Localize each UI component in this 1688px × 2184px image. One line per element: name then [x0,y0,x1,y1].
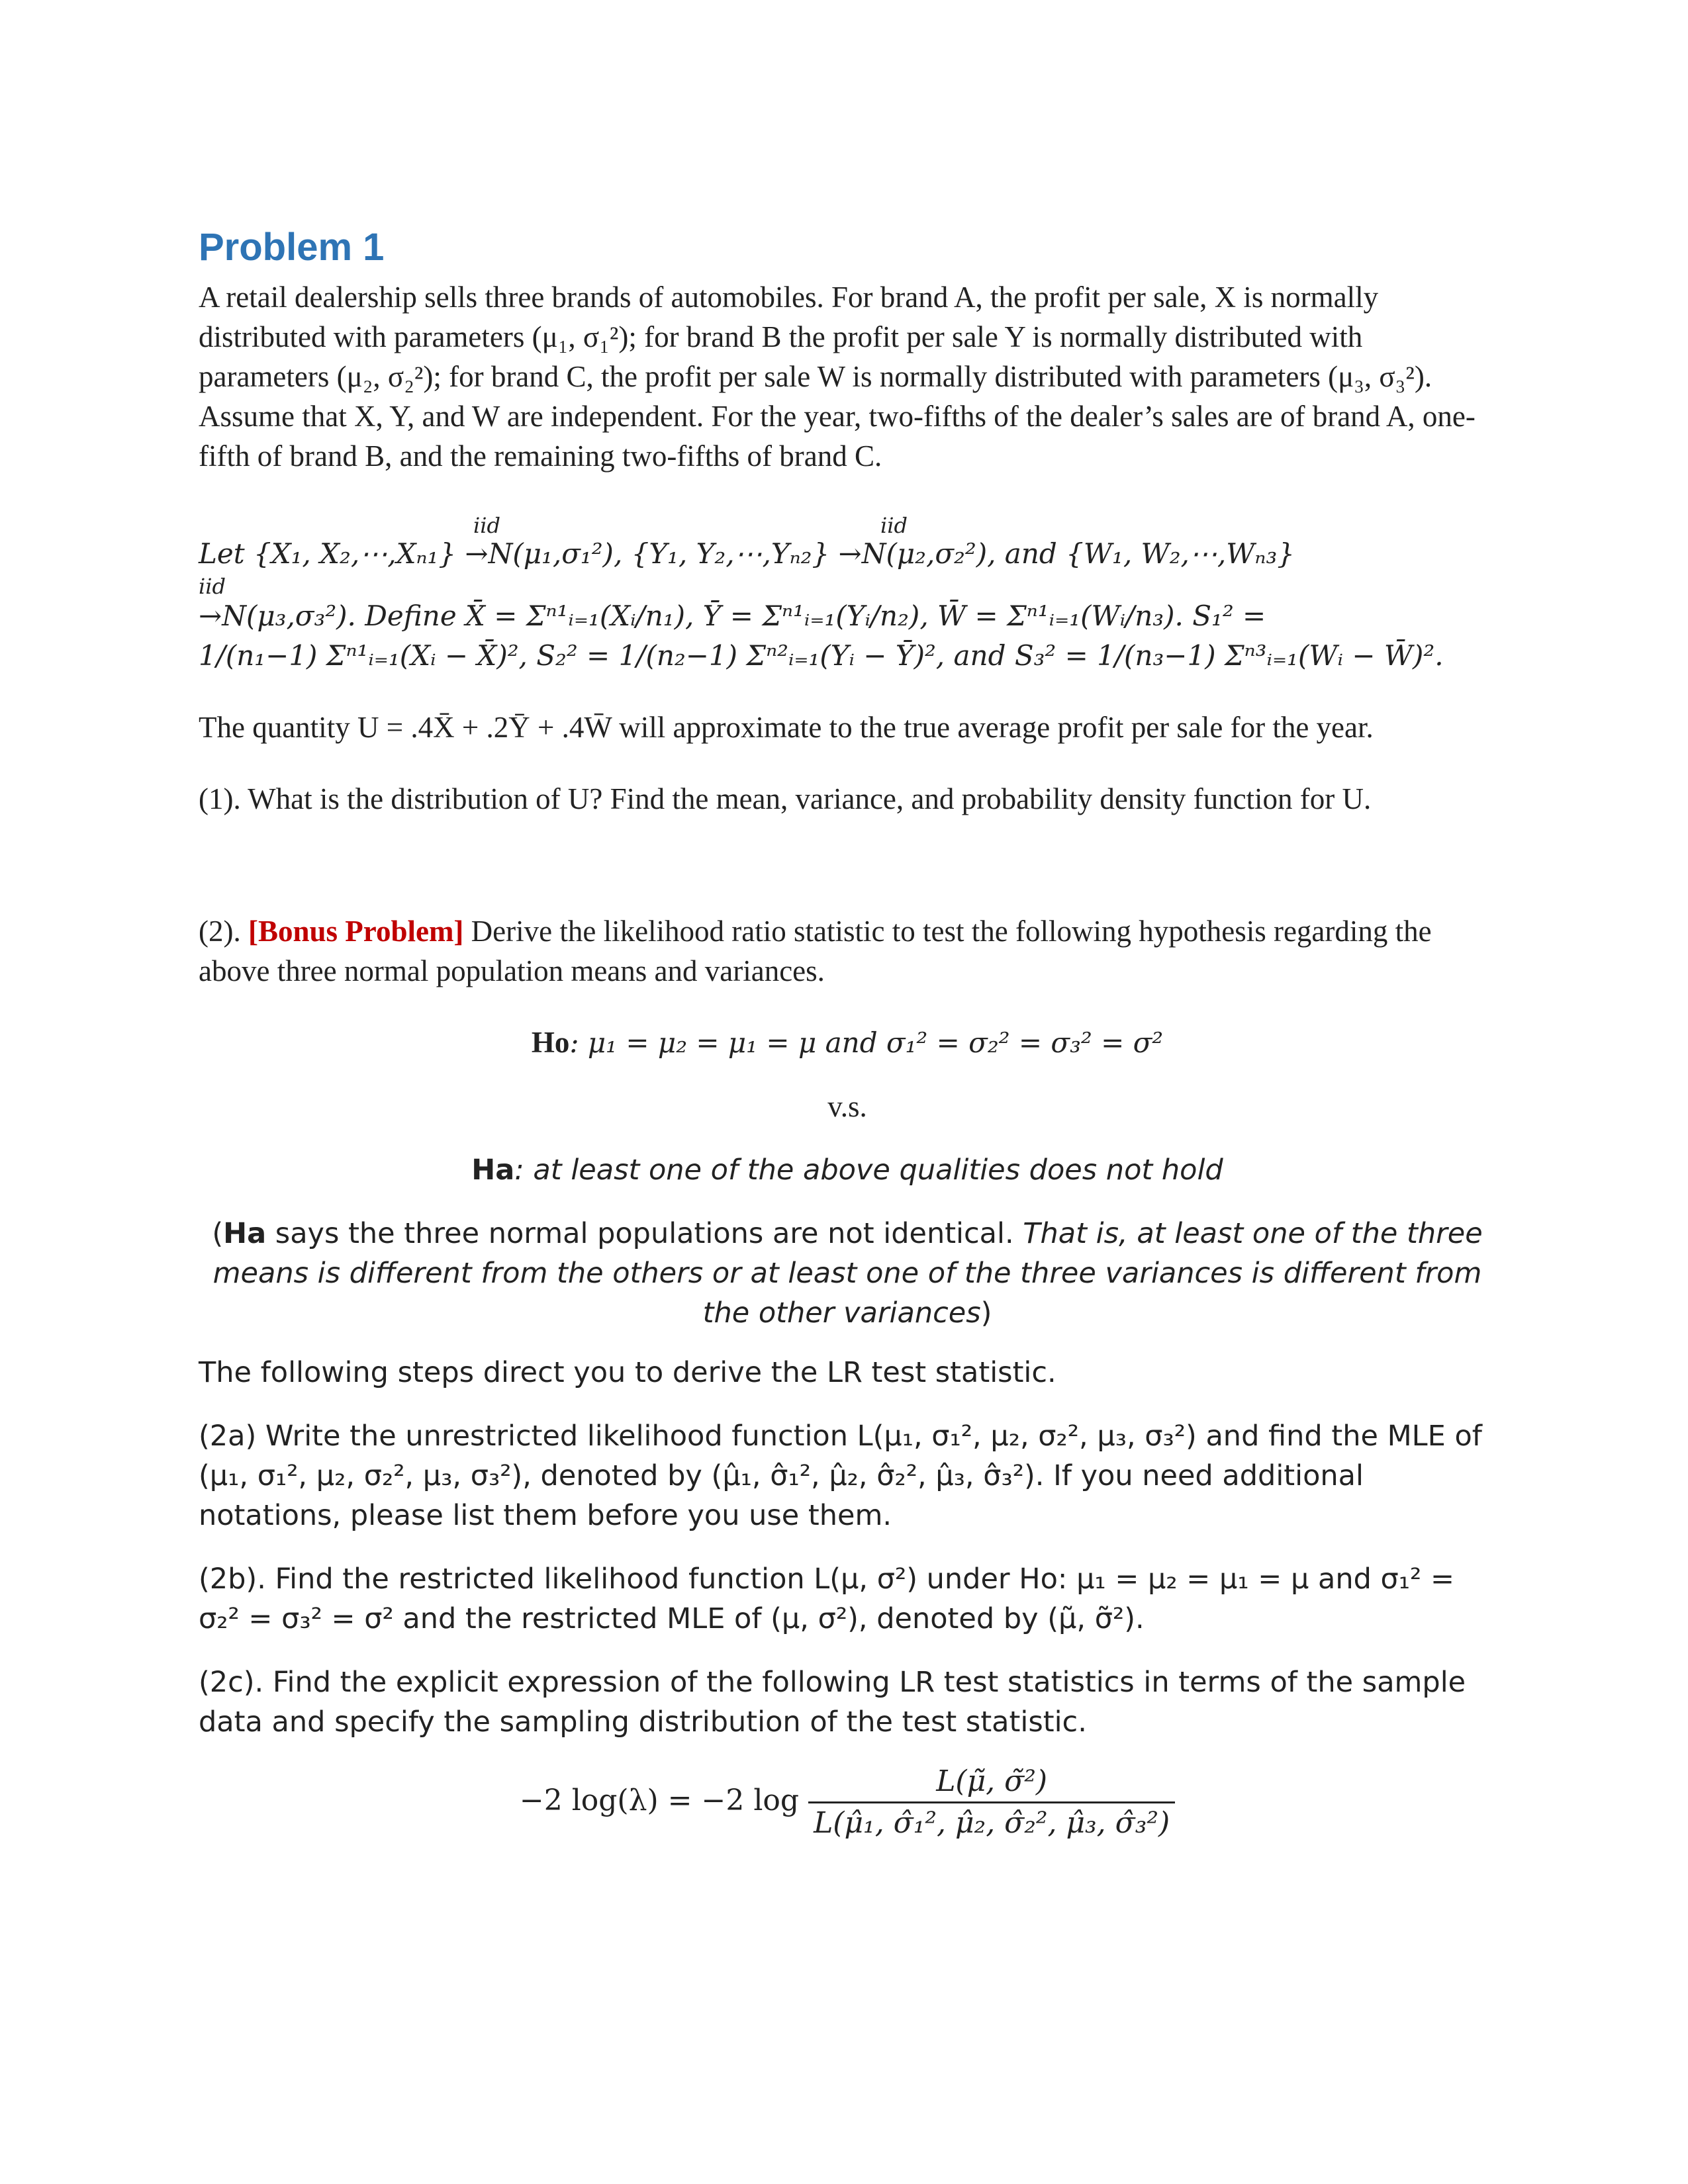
iid-label-1: iid [473,513,500,538]
iid-labels [199,508,1496,538]
ha-text: : at least one of the above qualities does not hold [514,1154,1223,1187]
let-line-2: →N(μ₃,σ₃²). Define X̄ = Σⁿ¹ᵢ₌₁(Xᵢ/n₁), Ȳ = Σⁿ¹ᵢ₌₁(Yᵢ/n₂), W̄ = Σⁿ¹ᵢ₌₁(Wᵢ/n₃). S₁² = [199,600,1266,632]
let-line-1: Let {X₁, X₂,⋯,Xₙ₁} →N(μ₁,σ₁²), {Y₁, Y₂,⋯,Yₙ₂} →N(μ₂,σ₂²), and {W₁, W₂,⋯,Wₙ₃} [199,537,1295,570]
document-page [199,225,1496,1843]
part1-question: (1). What is the distribution of U? Find the mean, variance, and probability density function for U. [199,782,1372,815]
lr-numerator: L(μ̃, σ̃²) [808,1762,1175,1803]
bonus-label: [Bonus Problem] [248,915,464,948]
let-line-3: 1/(n₁−1) Σⁿ¹ᵢ₌₁(Xᵢ − X̄)², S₂² = 1/(n₂−1) Σⁿ²ᵢ₌₁(Yᵢ − Ȳ)², and S₃² = 1/(n₃−1) Σⁿ³ᵢ₌₁(Wᵢ − W̄)². [199,639,1444,672]
lr-denominator: L(μ̂₁, σ̂₁², μ̂₂, σ̂₂², μ̂₃, σ̂₃²) [814,1806,1170,1840]
versus-label: v.s. [827,1090,867,1123]
intro-paragraph: A retail dealership sells three brands of automobiles. For brand A, the profit per sale, X is normally distributed with parameters (μ₁, σ₁²); for brand B the profit per sale Y is normally distributed with parameters (μ₂, σ₂²); for brand C, the profit per sale W is normally distributed with parameters (μ₃, σ₃²). Assume that X, Y, and W are independent. For the year, two-fifths of the dealer’s sales are of brand A, one-fifth of brand B, and the remaining two-fifths of brand C. [199,281,1476,473]
lr-fraction [808,1762,1175,1843]
lr-lhs: −2 log(λ) = −2 log [519,1784,800,1817]
part2c-question: (2c). Find the explicit expression of the following LR test statistics in terms of the sample data and specify the sampling distribution of the test statistic. [199,1666,1466,1739]
part2b-question: (2b). Find the restricted likelihood function L(μ, σ²) under Ho: μ₁ = μ₂ = μ₁ = μ and σ₁² = σ₂² = σ₃² = σ² and the restricted MLE of (μ, σ²), denoted by (μ̃, σ̃²). [199,1563,1454,1635]
problem-title: Problem 1 [199,226,385,269]
quantity-paragraph: The quantity U = .4X̄ + .2Ȳ + .4W̄ will approximate to the true average profit per sale for the year. [199,711,1374,744]
ha-note-label: Ha [223,1217,267,1250]
ha-label: Ha [471,1154,515,1187]
alternative-hypothesis [199,1150,1496,1190]
ho-text: : μ₁ = μ₂ = μ₁ = μ and σ₁² = σ₂² = σ₃² = σ² [569,1026,1164,1059]
iid-label-row-2 [199,574,1496,599]
part2-text: Derive the likelihood ratio statistic to test the following hypothesis regarding the above three normal population means and variances. [199,915,1432,987]
null-hypothesis [199,1023,1496,1063]
ho-label: Ho [531,1026,570,1059]
iid-label-2: iid [880,513,908,538]
paren-close: ) [980,1297,992,1330]
paren-open: ( [212,1217,224,1250]
steps-intro: The following steps direct you to derive the LR test statistic. [199,1356,1056,1389]
ha-explanation [199,1214,1496,1333]
part2a-question: (2a) Write the unrestricted likelihood function L(μ₁, σ₁², μ₂, σ₂², μ₃, σ₃²) and find the MLE of (μ₁, σ₁², μ₂, σ₂², μ₃, σ₃²), denoted by (μ̂₁, σ̂₁², μ̂₂, σ̂₂², μ̂₃, σ̂₃²). If you need additional notations, please list them before you use them. [199,1420,1482,1532]
part2-question [199,911,1496,991]
iid-label-3: iid [199,574,226,599]
lr-statistic-formula [199,1762,1496,1843]
part2-number: (2). [199,915,241,948]
ha-note-italic: That is, at least one of the three means is different from the others or at least one of the three variances is different from the other variances [212,1217,1483,1330]
ha-note-plain: says the three normal populations are not identical. [266,1217,1023,1250]
